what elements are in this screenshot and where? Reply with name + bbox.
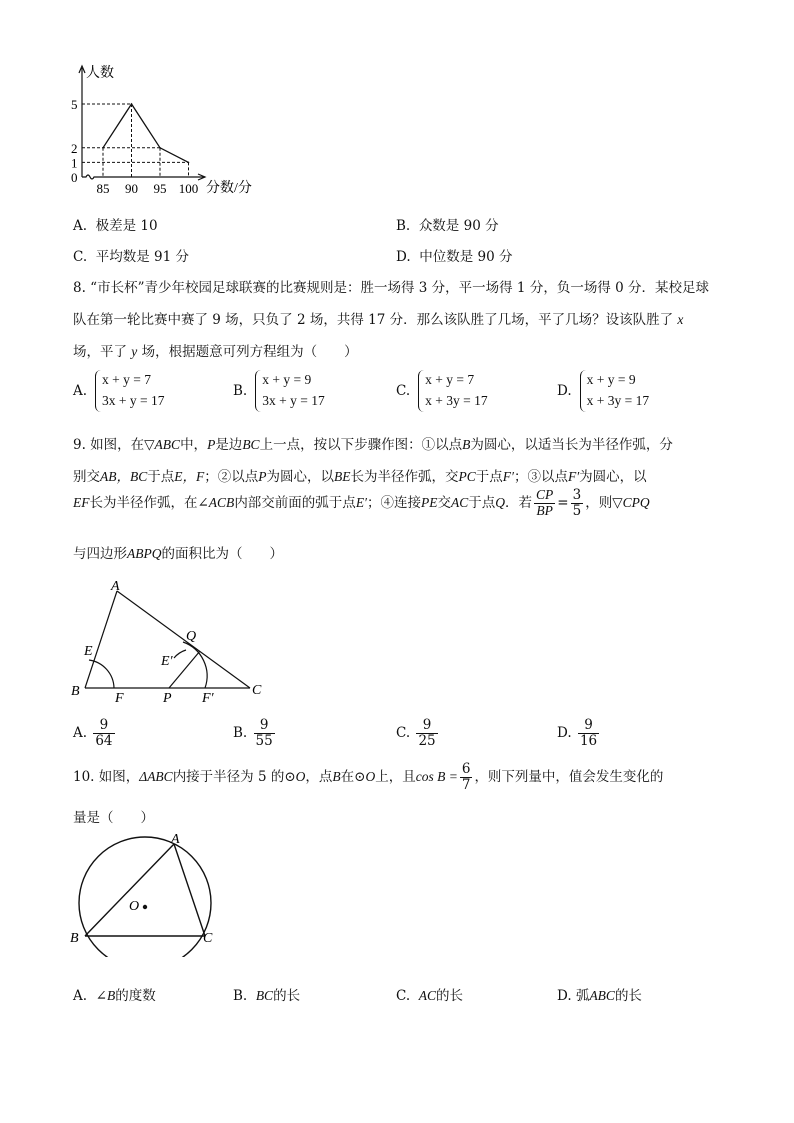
q10-text: 内接于半径为 5 的⊙ (172, 768, 296, 785)
equation: x + y = 7 (102, 372, 152, 387)
option-label: C. (396, 988, 411, 1004)
fraction-numerator: 9 (578, 718, 599, 734)
q10-text: ，则下列量中，值会发生变化的 (474, 768, 664, 785)
q9-text: 是边 (215, 437, 243, 453)
label-F-prime: F′ (202, 691, 214, 706)
circle-o: O (365, 768, 376, 784)
equation: x + 3y = 17 (425, 392, 488, 408)
q8-text: 场，根据题意可列方程组为（ ） (141, 344, 358, 360)
q9-text: ；④连接 (367, 494, 422, 511)
option-label: D. (557, 724, 572, 741)
option-fraction (578, 718, 599, 749)
x-tick-label: 90 (125, 181, 138, 196)
option-label: D. (396, 249, 411, 265)
option-text: 的长 (436, 988, 463, 1004)
point-f-prime: F′ (567, 469, 580, 484)
label-C: C (203, 931, 213, 946)
q9-line-2 (73, 465, 647, 485)
option-label: B. (233, 724, 248, 741)
segment-ab (85, 591, 117, 688)
y-tick-label: 0 (71, 170, 78, 185)
option-label: A. (73, 218, 88, 234)
option-label: C. (396, 382, 411, 399)
q7-option-c[interactable] (73, 245, 189, 265)
fraction-numerator: 9 (416, 718, 437, 734)
segments-ab-bc: AB，BC (100, 469, 148, 484)
option-label: D. (557, 988, 572, 1004)
option-math: BC (255, 988, 274, 1003)
fraction-denominator: 55 (255, 732, 273, 749)
label-E-prime: E′ (161, 654, 173, 669)
q7-option-d[interactable] (396, 245, 513, 265)
cos-b: cos B = (415, 768, 458, 784)
label-P: P (163, 691, 172, 706)
option-label: A. (73, 382, 88, 399)
q8-line-2 (73, 308, 683, 328)
series-line (103, 104, 189, 162)
label-O: O (129, 899, 140, 914)
segment-ac (174, 844, 205, 936)
points-e-f: E，F (174, 469, 205, 484)
variable-x: x (677, 312, 684, 327)
q9-text: 交 (437, 494, 452, 511)
label-C: C (252, 683, 262, 698)
segment-ac (117, 591, 250, 688)
point-p: P (207, 437, 216, 452)
arc-small (174, 650, 186, 658)
q9-option-c[interactable] (396, 718, 440, 749)
label-E: E (84, 644, 93, 659)
point-f-prime: F′ (502, 469, 514, 484)
arc-e-prime-f-prime (183, 642, 207, 688)
q10-text: 在⊙ (340, 768, 366, 785)
q9-option-d[interactable] (557, 718, 601, 749)
q9-text: 长为半径作弧，交 (350, 469, 459, 485)
fraction-denominator: 5 (572, 502, 582, 519)
option-label: B. (233, 988, 248, 1004)
option-label: A. (73, 988, 88, 1004)
q9-text: 中， (180, 437, 208, 453)
segment-bc: BC (242, 437, 260, 452)
q9-text: 与四边形 (73, 546, 127, 562)
equation: x + y = 7 (425, 372, 475, 387)
q10-option-a[interactable] (73, 984, 156, 1004)
q8-option-a[interactable] (73, 370, 165, 412)
fraction-cp-bp (534, 488, 555, 519)
segment-pc: PC (458, 469, 476, 484)
data-point (188, 162, 190, 164)
option-math: ∠B (95, 988, 116, 1003)
option-text: 的长 (273, 988, 301, 1004)
q7-option-b[interactable] (396, 214, 499, 234)
equation-system (95, 370, 164, 412)
q10-text: 10. 如图， (73, 768, 140, 785)
equation: x + 3y = 17 (586, 392, 650, 408)
q9-text: 为圆心，以 (266, 469, 334, 485)
option-label: B. (233, 382, 248, 399)
q10-line-1 (73, 762, 663, 793)
option-label: D. (557, 382, 572, 399)
segment-ac: AC (451, 494, 469, 510)
fraction-numerator: CP (536, 487, 554, 502)
equation: x + y = 9 (262, 372, 312, 387)
equals-sign: = (557, 494, 569, 511)
option-label: B. (396, 218, 411, 234)
q10-text: 上，且 (375, 768, 416, 785)
data-point (159, 147, 161, 149)
equation: 3x + y = 17 (262, 392, 325, 408)
option-text: 众数是 90 分 (418, 218, 499, 234)
x-tick-label: 95 (153, 181, 167, 196)
fraction-numerator: 3 (572, 487, 582, 503)
triangle-cpq: ▽CPQ (612, 494, 650, 510)
variable-y: y (131, 344, 138, 359)
segment-ab (85, 844, 174, 936)
q7-option-a[interactable] (73, 214, 158, 234)
q10-line-2: 量是（ ） (73, 810, 154, 826)
q9-triangle-figure (65, 578, 275, 708)
fraction-numerator: 6 (461, 761, 471, 777)
quadrilateral-abpq: ABPQ (127, 546, 162, 561)
y-axis-label: 人数 (86, 66, 114, 81)
fraction-denominator: 16 (579, 732, 598, 749)
option-label: C. (73, 249, 88, 265)
frequency-line-chart (55, 60, 285, 205)
q8-line-1: 8. “市长杯”青少年校园足球联赛的比赛规则是：胜一场得 3 分，平一场得 1 分，负一场得 0 分．某校足球 (73, 280, 709, 296)
x-tick-label: 100 (178, 181, 199, 196)
point-b: B (332, 768, 341, 784)
q10-option-b[interactable] (233, 984, 300, 1004)
fraction-denominator: BP (536, 502, 553, 518)
triangle-abc: ΔABC (139, 768, 173, 784)
center-dot (143, 905, 147, 909)
q8-option-d[interactable] (557, 370, 649, 412)
q9-text: ；③以点 (513, 469, 568, 485)
equation-system (580, 370, 649, 412)
segment-be: BE (334, 469, 351, 484)
q9-text: 9. 如图，在 (73, 437, 145, 453)
label-A: A (111, 579, 120, 594)
q9-option-b[interactable] (233, 718, 277, 749)
equation-system (418, 370, 487, 412)
fraction-numerator: 9 (93, 718, 114, 734)
q8-option-b[interactable] (233, 370, 325, 412)
option-label: C. (396, 724, 411, 741)
fraction-numerator: 9 (254, 718, 275, 734)
q9-option-a[interactable] (73, 718, 117, 749)
label-A: A (171, 832, 180, 847)
q9-text: 别交 (73, 469, 100, 485)
q9-line-4 (73, 542, 283, 562)
q10-text: ，点 (305, 768, 333, 785)
point-q: Q (495, 494, 506, 510)
point-b: B (462, 437, 471, 452)
option-prefix: 弧 (575, 988, 590, 1004)
x-axis-label: 分数/分 (206, 181, 252, 196)
option-math: ABC (589, 988, 615, 1003)
label-B: B (70, 931, 79, 946)
q9-text: 于点 (147, 469, 175, 485)
data-point (102, 147, 104, 149)
q8-line-3 (73, 340, 358, 360)
option-text: 极差是 10 (95, 218, 158, 234)
option-math: AC (418, 988, 436, 1003)
q9-text: 于点 (475, 469, 503, 485)
equation-system (255, 370, 324, 412)
label-F: F (115, 691, 124, 706)
q9-text: ．若 (505, 494, 533, 511)
option-text: 的度数 (115, 988, 156, 1004)
q9-text: 上一点，按以下步骤作图：①以点 (259, 437, 463, 453)
x-tick-label: 85 (96, 181, 110, 196)
circle-o: O (295, 768, 306, 784)
option-text: 平均数是 91 分 (95, 249, 189, 265)
segment-pe: PE (421, 494, 438, 510)
q9-text: 为圆心，以适当长为半径作弧，分 (470, 437, 673, 453)
label-Q: Q (186, 629, 197, 644)
q9-text: 的面积比为（ ） (161, 546, 283, 562)
point-p: P (258, 469, 267, 484)
q9-text: 长为半径作弧，在 (89, 494, 198, 511)
fraction-denominator: 64 (95, 732, 113, 749)
q8-text: 场，平了 (73, 344, 127, 360)
point-e-prime: E′ (355, 494, 368, 510)
q9-text: ；②以点 (204, 469, 259, 485)
q9-line-1 (73, 433, 673, 453)
y-tick-label: 1 (71, 155, 78, 171)
x-axis (82, 175, 205, 179)
q9-text: 为圆心，以 (579, 469, 647, 485)
fraction-denominator: 25 (418, 732, 436, 749)
label-B: B (71, 684, 80, 699)
triangle-abc: ▽ABC (144, 437, 181, 452)
fraction-3-5 (571, 488, 584, 519)
option-label: A. (73, 724, 88, 741)
q10-option-c[interactable] (396, 984, 463, 1004)
fraction-6-7 (460, 762, 473, 793)
q10-circle-figure (65, 832, 225, 957)
equation: 3x + y = 17 (102, 392, 165, 408)
option-text: 中位数是 90 分 (419, 249, 513, 265)
q8-option-c[interactable] (396, 370, 488, 412)
q9-text: 于点 (468, 494, 496, 511)
y-tick-label: 5 (71, 97, 78, 112)
fraction-denominator: 7 (461, 776, 471, 793)
q9-text: ，则 (585, 494, 613, 511)
q8-text: 队在第一轮比赛中赛了 9 场，只负了 2 场，共得 17 分．那么该队胜了几场，平了几场？设该队胜了 (73, 312, 674, 328)
option-fraction (93, 718, 114, 749)
option-fraction (416, 718, 437, 749)
angle-acb: ∠ACB (197, 494, 235, 510)
segment-pq (169, 651, 200, 688)
option-fraction (254, 718, 275, 749)
q9-text: 内部交前面的弧于点 (234, 494, 356, 511)
y-tick-label: 2 (71, 140, 78, 156)
data-point (131, 103, 133, 105)
option-text: 的长 (614, 988, 642, 1004)
q9-line-3 (73, 488, 650, 519)
segment-ef: EF (73, 494, 90, 510)
q10-option-d[interactable] (557, 984, 642, 1004)
equation: x + y = 9 (586, 372, 636, 387)
